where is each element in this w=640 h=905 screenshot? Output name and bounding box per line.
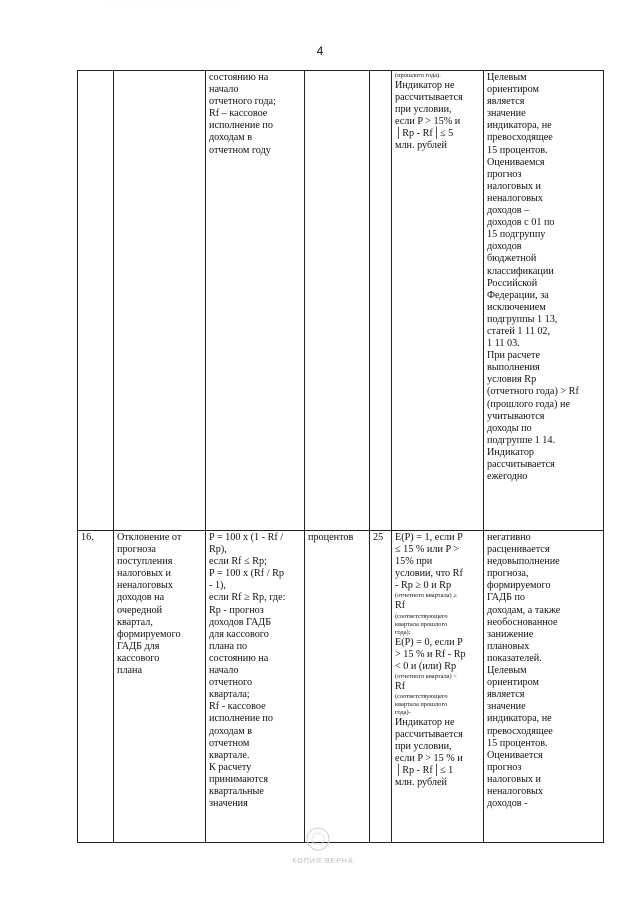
cell-formula: состоянию на начало отчетного года; Rf – кассовое исполнение по доходам в отчетном году	[206, 71, 305, 531]
criteria-part-5: Индикатор не рассчитывается при условии, если P > 15 % и │Rp - Rf│≤ 1 млн. рублей	[395, 716, 463, 789]
criteria-subscript-3: (отчетного квартала) <	[395, 672, 457, 680]
cell-criteria	[392, 531, 484, 843]
criteria-part-2: Rf	[395, 600, 406, 612]
table-row-continued	[78, 71, 604, 531]
cell-name-empty	[114, 71, 206, 531]
cell-comment: негативно расценивается недовыполнение прогноза, формируемого ГАДБ по доходам, а также необоснованное занижение плановых показателей. Целевым ориентиром является значение индикатора, не превосходящее 15 процентов. Оценивается прогноз налоговых и неналоговых доходов -	[484, 531, 604, 843]
cell-criteria	[392, 71, 484, 531]
cell-formula: P = 100 x (1 - Rf / Rp), если Rf ≤ Rp; P = 100 x (Rf / Rp - 1), если Rf ≥ Rp, где: Rp - прогноз доходов ГАДБ для кассового плана по состоянию на начало отчетного квартала; Rf - кассовое исполнение по доходам в отчетном квартале. К расчету принимаются квартальные значения	[206, 531, 305, 843]
criteria-subscript-1: (отчетного квартала) ≥	[395, 592, 457, 600]
criteria-subscript-2: (соответствующего квартала прошлого года);	[395, 612, 448, 636]
indicator-table	[77, 70, 604, 843]
faint-seal-icon	[305, 826, 331, 852]
table-row-16	[78, 531, 604, 843]
cell-weight-empty	[370, 71, 392, 531]
criteria-part-4: Rf	[395, 680, 406, 692]
cell-unit: процентов	[305, 531, 370, 843]
copy-stamp-text: КОПИЯ ВЕРНА	[292, 858, 354, 865]
criteria-text: Индикатор не рассчитывается при условии, если P > 15% и │Rp - Rf│≤ 5 млн. рублей	[395, 80, 463, 152]
cell-unit-empty	[305, 71, 370, 531]
cell-number: 16.	[78, 531, 114, 843]
faint-header-text: · · · · · · · · · · · · · · · · · · · · · · · · · · · · · · · · · · · · · · · · · · ·	[110, 2, 240, 8]
criteria-subscript-4: (соответствующего квартала прошлого года)-	[395, 692, 448, 716]
criteria-part-3: E(P) = 0, если P > 15 % и Rf - Rp < 0 и (или) Rp	[395, 636, 466, 672]
cell-comment: Целевым ориентиром является значение индикатора, не превосходящее 15 процентов. Оцениваемся прогноз налоговых и неналоговых доходов – доходов с 01 по 15 подгруппу доходов бюджетной классификации Российской Федерации, за исключением подгруппы 1 13, статей 1 11 02, 1 11 03. При расчете выполнения условия Rp (отчетного года) > Rf (прошлого года) не учитываются доходы по подгруппе 1 14. Индикатор рассчитывается ежегодно	[484, 71, 604, 531]
cell-weight: 25	[370, 531, 392, 843]
cell-number-empty	[78, 71, 114, 531]
criteria-subscript: (прошлого года).	[395, 72, 441, 79]
cell-name: Отклонение от прогноза поступления налоговых и неналоговых доходов на очередной квартал, формируемого ГАДБ для кассового плана	[114, 531, 206, 843]
page-number: 4	[316, 44, 324, 58]
criteria-part-1: E(P) = 1, если P ≤ 15 % или P > 15% при условии, что Rf - Rp ≥ 0 и Rp	[395, 532, 463, 592]
